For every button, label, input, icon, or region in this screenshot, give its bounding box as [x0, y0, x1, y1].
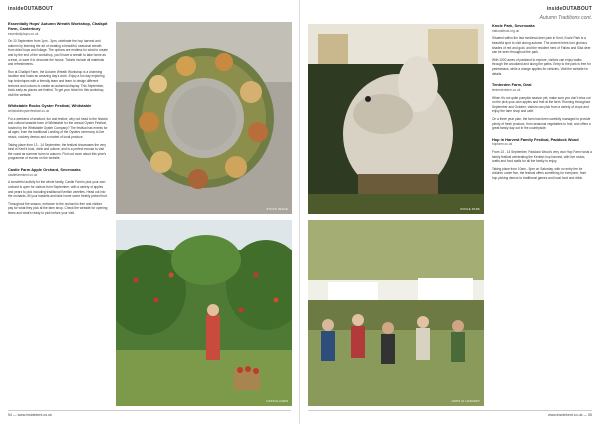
- paragraph: Taking place from 10am - 5pm on Saturday, with no entry fee for children under five, the festival offers something for everyone, from hop picking demos to traditional games and local food and drink.: [492, 166, 587, 181]
- footer-left: [8, 410, 291, 420]
- paragraph: A wonderful activity for the whole family, Castle Farm's pick-your-own orchard is open for visitors from September, with a variety of apples and pears to pick including traditional Kentish varieties. Head out into the orchards, fill your baskets and take home some freshly picked fruit.: [8, 180, 108, 199]
- hop-festival-illustration: [308, 220, 484, 406]
- article-url[interactable]: whitstableoysterfestival.co.uk: [8, 109, 50, 114]
- wreath-illustration: [116, 22, 292, 214]
- running-header-left: [8, 6, 291, 16]
- paragraph: With 1000 acres of parkland to explore, visitors can enjoy walks through the woodland and along the paths. Entry to the park is free for pedestrians, while a charge applies for vehicles. Visit the website for details.: [492, 57, 591, 76]
- orchard-photo: [116, 220, 292, 406]
- paragraph: When it's not quite pumpkin season yet, make sure you don't miss out on the pick-your-own apples and fruit at the farm. Running throughout September and October, visitors can pick from a variety of crops and enjoy the farm shop and café.: [492, 95, 591, 114]
- paragraph: Taking place from 13 - 14 September, the festival showcases the very best of Kent's food, drink and culture, and is a perfect excuse to visit the coast as summer turns to autumn. Find out more about this year's programme of events on the website.: [8, 142, 107, 161]
- left-text-column: [8, 22, 108, 219]
- orchard-illustration: [116, 220, 292, 406]
- photo-credit: KNOLE PARK: [460, 207, 480, 211]
- paragraph: On 10 September from 1pm - 3pm, celebrate the hop harvest and autumn by learning the art of creating a beautiful, seasonal wreath from dried hops and foliage. The options are endless for what to create and by the end of the workshop, you'll have a wreath to take home as a treat, or save it to decorate the house. Tickets include all materials and refreshments.: [8, 39, 108, 67]
- article-url[interactable]: essentiallyhops.co.uk: [8, 31, 39, 36]
- knole-park-illustration: [308, 24, 484, 214]
- paragraph: On a three year plan, the farm has been carefully managed to provide plenty of fresh produce, from seasonal vegetables to fruit, and offers a great family day out in the countryside.: [492, 116, 591, 131]
- paragraph: For a weekend of seafood, fun and festive, why not head to the historic and cultural seaside town of Whitstable for the annual Oyster Festival, hosted by the Whitstable Oyster Company? The festival has events for all ages, from the traditional Landing of the Oysters ceremony to live music, cookery demos and a market of local produce.: [8, 116, 108, 140]
- footer-right: [308, 410, 592, 420]
- article-title: Essentially Hops' Autumn Wreath Workshop, Chalkpit Farm, Canterbury: [8, 21, 108, 31]
- wreath-photo: [116, 22, 292, 214]
- article-url[interactable]: castlefarmkent.co.uk: [8, 172, 38, 177]
- photo-credit: HOPS IN HARVEST: [451, 399, 480, 403]
- page-number: www.insidekent.co.uk — 55: [548, 413, 592, 417]
- article-title: Hop in Harvest Family Festival, Paddock Wood: [492, 136, 579, 142]
- page-number: 54 — www.insidekent.co.uk: [8, 413, 52, 417]
- paragraph: Situated within the last medieval deer park in Kent, Knole Park is a beautiful spot to visit during autumn. The ancient trees turn glorious shades of red and gold, and the resident herd of Fallow and Sika deer can be seen throughout the park.: [492, 36, 591, 55]
- photo-credit: STOCK IMAGE: [266, 207, 288, 211]
- article-url[interactable]: tenterdenfarm.co.uk: [492, 87, 521, 92]
- hop-festival-photo: [308, 220, 484, 406]
- article-title: Knole Park, Sevenoaks: [492, 23, 535, 28]
- article-title: Tenterden Farm, Deal: [492, 82, 532, 88]
- section-title: Autumn Traditions cont.: [539, 15, 592, 21]
- article-title: Whitstable Rocks Oyster Festival, Whitstable: [8, 103, 92, 109]
- brand-logo: insideOUTABOUT: [546, 6, 592, 12]
- photo-credit: CASTLE FARM: [266, 399, 288, 403]
- paragraph: Run at Chalkpit Farm, the Autumn Wreath Workshop is a charming location and hosts an amazing day's work. Enjoy a fun day exploring hop techniques with a friendly team and learn to design different textures and colours to create an autumnal display. This September, book early as places are limited. To get your ticket for this workshop, visit the website.: [8, 69, 105, 97]
- article-url[interactable]: nationaltrust.org.uk: [492, 28, 520, 33]
- paragraph: From 13 - 14 September, Paddock Wood's very own Hop Farm hosts a family festival celebrating the Kentish hop harvest, with live music, crafts and food stalls for all the family to enjoy.: [492, 150, 592, 164]
- article-url[interactable]: hopfarm.co.uk: [492, 142, 513, 147]
- knole-park-photo: [308, 24, 484, 214]
- brand-logo: insideOUTABOUT: [8, 6, 54, 12]
- article-title: Castle Farm Apple Orchard, Sevenoaks: [8, 167, 81, 173]
- right-page: [300, 0, 600, 424]
- paragraph: Throughout the season, entrance to the orchard is free and visitors pay for what they pick at the farm shop. Check the website for opening times and what's ready to pick before your visit.: [8, 201, 108, 215]
- right-text-column: [492, 24, 592, 184]
